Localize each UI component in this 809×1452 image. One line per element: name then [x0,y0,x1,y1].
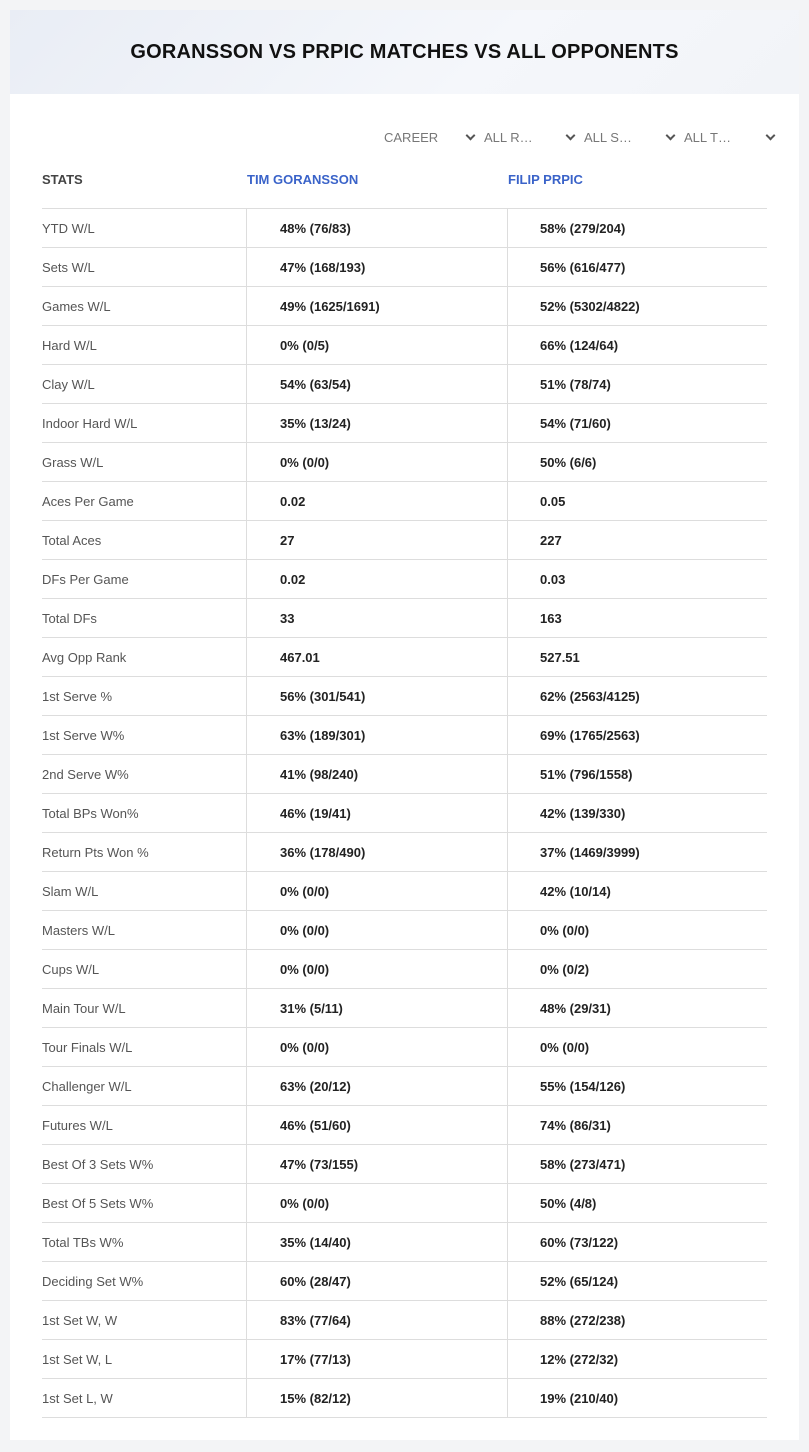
table-row [42,365,767,404]
table-row [42,521,767,560]
stat-label: Deciding Set W% [42,1273,144,1289]
table-row [42,1301,767,1340]
stats-card [10,10,799,1440]
page-title: GORANSSON VS PRPIC MATCHES VS ALL OPPONENTS [130,40,679,63]
stat-label: 1st Set W, L [42,1351,113,1367]
player1-value: 0% (0/0) [246,872,507,910]
player1-value: 41% (98/240) [246,755,507,793]
table-row [42,404,767,443]
player1-value: 83% (77/64) [246,1301,507,1339]
player2-value: 0% (0/2) [507,950,767,988]
player2-value: 58% (279/204) [507,209,767,247]
player1-value: 47% (73/155) [246,1145,507,1183]
table-row [42,1262,767,1301]
player1-value: 48% (76/83) [246,209,507,247]
player1-value: 63% (189/301) [246,716,507,754]
table-row [42,1184,767,1223]
table-row [42,1379,767,1418]
player1-value: 31% (5/11) [246,989,507,1027]
filter-surface-value: ALL S… [584,129,632,145]
player2-value: 163 [507,599,767,637]
table-row [42,1028,767,1067]
stat-label: Return Pts Won % [42,844,149,860]
chevron-down-icon [566,130,576,140]
player2-value: 50% (6/6) [507,443,767,481]
player2-value: 69% (1765/2563) [507,716,767,754]
table-row [42,1340,767,1379]
player2-value: 52% (65/124) [507,1262,767,1300]
player1-value: 15% (82/12) [246,1379,507,1417]
player1-value: 17% (77/13) [246,1340,507,1378]
table-row [42,755,767,794]
stat-label: Sets W/L [42,259,95,275]
stat-label: 1st Set L, W [42,1390,113,1406]
stat-label: Masters W/L [42,922,115,938]
stat-label: Cups W/L [42,961,100,977]
player1-value: 46% (51/60) [246,1106,507,1144]
stat-label: Total DFs [42,610,97,626]
filter-tournament-value: ALL T… [684,129,731,145]
player2-value: 50% (4/8) [507,1184,767,1222]
player2-value: 51% (796/1558) [507,755,767,793]
player2-value: 12% (272/32) [507,1340,767,1378]
filter-period-select[interactable] [384,126,484,148]
player1-value: 60% (28/47) [246,1262,507,1300]
stats-column-header: STATS [42,172,83,187]
stat-label: Futures W/L [42,1117,113,1133]
stat-label: Challenger W/L [42,1078,132,1094]
player2-value: 48% (29/31) [507,989,767,1027]
player1-value: 0% (0/0) [246,911,507,949]
stat-label: Total BPs Won% [42,805,139,821]
player1-value: 0% (0/5) [246,326,507,364]
player1-value: 54% (63/54) [246,365,507,403]
stat-label: Indoor Hard W/L [42,415,138,431]
player1-value: 56% (301/541) [246,677,507,715]
table-row [42,1145,767,1184]
chevron-down-icon [466,130,476,140]
player2-value: 74% (86/31) [507,1106,767,1144]
player2-value: 42% (139/330) [507,794,767,832]
table-row [42,482,767,521]
player1-value: 0% (0/0) [246,1184,507,1222]
player1-value: 35% (13/24) [246,404,507,442]
stat-label: Best Of 5 Sets W% [42,1195,154,1211]
table-row [42,638,767,677]
player1-value: 46% (19/41) [246,794,507,832]
table-row [42,950,767,989]
player1-value: 35% (14/40) [246,1223,507,1261]
stat-label: Hard W/L [42,337,97,353]
player2-value: 54% (71/60) [507,404,767,442]
player1-value: 0.02 [246,560,507,598]
player2-value: 0.05 [507,482,767,520]
filter-surface-select[interactable] [584,126,684,148]
card-header [10,10,799,94]
player2-value: 62% (2563/4125) [507,677,767,715]
player2-value: 58% (273/471) [507,1145,767,1183]
player1-value: 47% (168/193) [246,248,507,286]
player2-value: 42% (10/14) [507,872,767,910]
player1-value: 0% (0/0) [246,1028,507,1066]
filter-period-value: CAREER [384,129,439,145]
stat-label: 2nd Serve W% [42,766,129,782]
player2-value: 527.51 [507,638,767,676]
table-row [42,443,767,482]
stat-label: Grass W/L [42,454,104,470]
table-row [42,599,767,638]
player2-link[interactable]: FILIP PRPIC [508,172,583,187]
table-row [42,677,767,716]
player1-value: 49% (1625/1691) [246,287,507,325]
table-row [42,794,767,833]
stat-label: Main Tour W/L [42,1000,126,1016]
stats-table [42,208,767,1418]
player2-value: 55% (154/126) [507,1067,767,1105]
stat-label: 1st Set W, W [42,1312,118,1328]
table-row [42,833,767,872]
stat-label: Best Of 3 Sets W% [42,1156,154,1172]
player2-value: 0.03 [507,560,767,598]
stat-label: Tour Finals W/L [42,1039,133,1055]
stat-label: Games W/L [42,298,111,314]
player1-value: 0% (0/0) [246,443,507,481]
player1-value: 0% (0/0) [246,950,507,988]
player1-value: 36% (178/490) [246,833,507,871]
player1-value: 0.02 [246,482,507,520]
stat-label: Aces Per Game [42,493,134,509]
table-row [42,209,767,248]
chevron-down-icon [666,130,676,140]
table-row [42,326,767,365]
table-row [42,1067,767,1106]
stat-label: Total TBs W% [42,1234,124,1250]
table-row [42,248,767,287]
player2-value: 51% (78/74) [507,365,767,403]
table-row [42,872,767,911]
player2-value: 37% (1469/3999) [507,833,767,871]
stat-label: 1st Serve W% [42,727,125,743]
player2-value: 60% (73/122) [507,1223,767,1261]
filter-tournament-select[interactable] [684,126,784,148]
table-row [42,1223,767,1262]
player2-value: 19% (210/40) [507,1379,767,1417]
stat-label: 1st Serve % [42,688,113,704]
player2-value: 56% (616/477) [507,248,767,286]
player2-value: 0% (0/0) [507,1028,767,1066]
player2-value: 52% (5302/4822) [507,287,767,325]
player1-value: 467.01 [246,638,507,676]
chevron-down-icon [766,130,776,140]
filter-bar [384,126,784,148]
table-row [42,1106,767,1145]
stat-label: YTD W/L [42,220,95,236]
player1-link[interactable]: TIM GORANSSON [247,172,359,187]
stat-label: DFs Per Game [42,571,129,587]
table-row [42,287,767,326]
player2-value: 0% (0/0) [507,911,767,949]
player2-value: 88% (272/238) [507,1301,767,1339]
filter-round-select[interactable] [484,126,584,148]
player2-value: 227 [507,521,767,559]
filter-round-value: ALL R… [484,129,533,145]
stat-label: Clay W/L [42,376,95,392]
stat-label: Slam W/L [42,883,99,899]
player1-value: 33 [246,599,507,637]
table-row [42,911,767,950]
stat-label: Total Aces [42,532,102,548]
player1-value: 63% (20/12) [246,1067,507,1105]
table-row [42,989,767,1028]
table-row [42,716,767,755]
player2-value: 66% (124/64) [507,326,767,364]
table-row [42,560,767,599]
stat-label: Avg Opp Rank [42,649,127,665]
player1-value: 27 [246,521,507,559]
